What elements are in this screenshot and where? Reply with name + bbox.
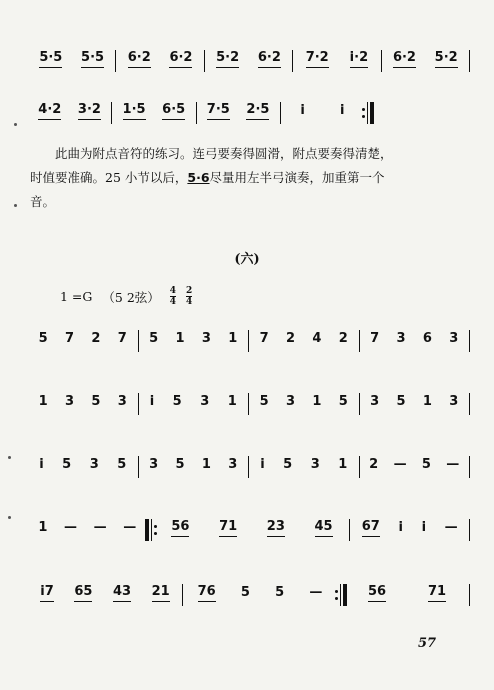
note: 5: [421, 457, 431, 472]
barline: [138, 330, 139, 352]
note: 56: [368, 585, 386, 602]
note: 5·5: [81, 51, 104, 68]
measure: [141, 332, 247, 352]
measure: [295, 51, 378, 72]
note: 1: [201, 457, 211, 472]
note: 3: [149, 457, 159, 472]
note: 5: [149, 331, 159, 346]
note: i: [300, 103, 305, 118]
time-signature: [186, 286, 192, 307]
measure: [199, 103, 278, 124]
note: —: [93, 520, 107, 535]
time-numerator: 2: [186, 286, 193, 296]
note: i: [339, 103, 345, 118]
music-system-3: [30, 320, 472, 360]
section-title: (六): [234, 252, 260, 267]
note: 7: [117, 331, 127, 346]
note: i: [260, 457, 265, 472]
note: 5: [338, 394, 348, 409]
barline: [182, 584, 183, 606]
note: 67: [362, 520, 380, 537]
note: i·2: [350, 51, 368, 68]
note: 6: [422, 331, 432, 346]
barline: [280, 102, 281, 124]
note: 5: [259, 394, 269, 409]
text-span: 尽量用左半弓演奏，加重第一个: [209, 170, 385, 185]
end-repeat-sign: [335, 584, 347, 606]
note: 5: [175, 457, 185, 472]
music-system-4: [30, 383, 472, 423]
note: 45: [315, 520, 333, 537]
note: 56: [171, 520, 189, 537]
note: 71: [219, 520, 237, 537]
scan-speck: [8, 516, 11, 519]
note: i7: [40, 585, 54, 602]
note: 1: [312, 394, 322, 409]
note: 1: [228, 331, 238, 346]
inline-notation: 5·6: [187, 170, 210, 185]
time-signature: [170, 286, 176, 307]
key-label: 1 =G: [60, 289, 93, 304]
measure: [251, 395, 357, 415]
measure: [118, 51, 201, 72]
barline: [359, 456, 360, 478]
note: —: [444, 520, 458, 535]
paragraph-line: 此曲为附点音符的练习。连弓要奏得圆滑，附点要奏得清楚，: [55, 146, 393, 161]
barline: [115, 50, 116, 72]
paragraph-line: [30, 166, 464, 190]
note: —: [63, 520, 77, 535]
measure: [352, 520, 467, 541]
time-denominator: 4: [186, 297, 193, 307]
barline: [204, 50, 205, 72]
note: 5: [38, 331, 48, 346]
measure: [251, 332, 357, 352]
note: 7: [370, 331, 380, 346]
note: 6·2: [258, 51, 281, 68]
measure: [362, 395, 468, 415]
measure: [30, 103, 109, 124]
note: 3: [449, 331, 459, 346]
note: —: [309, 585, 323, 600]
string-tuning: （5 2弦）: [102, 289, 160, 305]
measure: [30, 51, 113, 72]
note: 2: [286, 331, 296, 346]
barline: [381, 50, 382, 72]
note: 2·5: [246, 103, 269, 120]
measure: [30, 458, 136, 478]
note: 7·2: [306, 51, 329, 68]
note: 1: [422, 394, 432, 409]
note: 2: [338, 331, 348, 346]
note: 5: [283, 457, 293, 472]
note: 3·2: [78, 103, 101, 120]
note: 3: [286, 394, 296, 409]
end-repeat-sign: [362, 102, 374, 124]
scan-speck: [14, 204, 17, 207]
note: 5: [117, 457, 127, 472]
note: 2: [91, 331, 101, 346]
measure: [30, 332, 136, 352]
note: 5: [172, 394, 182, 409]
barline: [248, 330, 249, 352]
note: 1·5: [123, 103, 146, 120]
note: 65: [74, 585, 92, 602]
note: —: [123, 520, 137, 535]
note: 21: [152, 585, 170, 602]
note: 6·2: [169, 51, 192, 68]
note: 5: [240, 585, 250, 600]
note: 23: [267, 520, 285, 537]
time-denominator: 4: [169, 297, 177, 307]
note: 7·5: [207, 103, 230, 120]
note: —: [446, 457, 460, 472]
measure: [141, 458, 247, 478]
measure: [30, 521, 145, 541]
note: 7: [259, 331, 269, 346]
barline: [469, 50, 470, 72]
note: 3: [310, 457, 320, 472]
barline: [469, 393, 470, 415]
barline: [138, 393, 139, 415]
barline: [111, 102, 112, 124]
note: 4: [312, 331, 322, 346]
note: 43: [113, 585, 131, 602]
barline: [469, 584, 470, 606]
barline: [292, 50, 293, 72]
measure: [347, 585, 467, 606]
music-system-1: [30, 40, 472, 80]
barline: [349, 519, 350, 541]
measure: [30, 395, 136, 415]
music-system-2: [30, 92, 374, 132]
note: 1: [175, 331, 185, 346]
barline: [248, 393, 249, 415]
note: 5: [275, 585, 285, 600]
note: 4·2: [38, 103, 61, 120]
measure: [207, 51, 290, 72]
note: 3: [65, 394, 75, 409]
note: 71: [428, 585, 446, 602]
scan-speck: [8, 456, 11, 459]
page-number: 57: [418, 636, 437, 651]
note: 5: [91, 394, 101, 409]
paragraph-line: 音。: [30, 194, 56, 209]
music-system-7: [30, 574, 472, 614]
note: 5·2: [435, 51, 458, 68]
note: 5·5: [39, 51, 62, 68]
music-system-6: [30, 509, 472, 549]
note: 3: [89, 457, 99, 472]
note: 6·2: [128, 51, 151, 68]
key-signature: [60, 286, 192, 307]
measure: [157, 520, 348, 541]
note: 5: [62, 457, 72, 472]
text-span: 时值要准确。25 小节以后，: [30, 170, 188, 185]
barline: [138, 456, 139, 478]
note: 6·5: [162, 103, 185, 120]
measure: [30, 585, 180, 606]
note: 3: [370, 394, 380, 409]
note: 1: [38, 520, 48, 535]
measure: [141, 395, 247, 415]
instruction-paragraph: [30, 142, 464, 214]
note: 3: [228, 457, 238, 472]
note: 76: [198, 585, 216, 602]
note: i: [39, 457, 44, 472]
barline: [359, 393, 360, 415]
time-numerator: 4: [169, 286, 177, 296]
note: 6·2: [393, 51, 416, 68]
note: —: [393, 457, 407, 472]
note: 3: [117, 394, 127, 409]
note: 1: [227, 394, 237, 409]
start-repeat-sign: [145, 519, 157, 541]
measure: [283, 104, 362, 124]
barline: [469, 330, 470, 352]
note: 3: [201, 331, 211, 346]
note: 3: [449, 394, 459, 409]
measure: [384, 51, 467, 72]
measure: [362, 332, 468, 352]
measure: [362, 458, 468, 478]
barline: [469, 456, 470, 478]
note: i: [398, 520, 403, 535]
measure: [114, 103, 193, 124]
barline: [469, 519, 470, 541]
barline: [248, 456, 249, 478]
note: 1: [38, 394, 48, 409]
note: 1: [338, 457, 348, 472]
note: 5·2: [216, 51, 239, 68]
measure: [185, 585, 335, 606]
barline: [196, 102, 197, 124]
scan-speck: [14, 123, 17, 126]
music-system-5: [30, 446, 472, 486]
note: i: [149, 394, 155, 409]
note: i: [421, 520, 427, 535]
note: 5: [396, 394, 406, 409]
note: 3: [200, 394, 210, 409]
note: 3: [396, 331, 406, 346]
note: 7: [65, 331, 75, 346]
measure: [251, 458, 357, 478]
note: 2: [369, 457, 379, 472]
barline: [359, 330, 360, 352]
